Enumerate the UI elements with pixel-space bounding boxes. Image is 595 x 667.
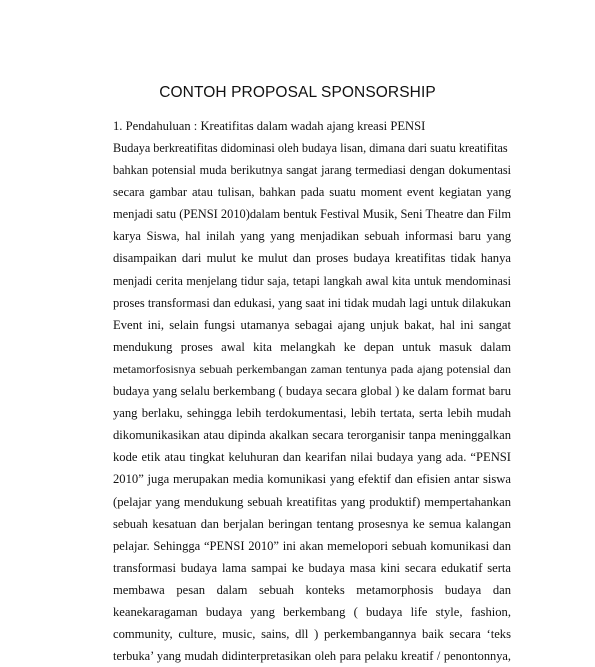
section-heading: 1. Pendahuluan : Kreatifitas dalam wadah ajang kreasi PENSI [113, 119, 426, 133]
body-line: pelajar. Sehingga “PENSI 2010” ini akan memelopori sebuah komunikasi dan [113, 538, 511, 553]
body-line: karya Siswa, hal inilah yang yang menjadikan sebuah informasi baru yang [113, 229, 511, 244]
body-line: 2010” juga merupakan media komunikasi yang efektif dan efisien antar siswa [113, 472, 511, 487]
body-line: sebuah kesatuan dan berjalan beringan tentang prosesnya ke semua kalangan [113, 516, 511, 531]
body-line: secara gambar atau tulisan, bahkan pada suatu moment event kegiatan yang [113, 185, 511, 200]
body-line: mendukung proses awal kita melangkah ke depan untuk masuk dalam [113, 339, 511, 354]
body-line: (pelajar yang mendukung sebuah kreatifitas yang produktif) mempertahankan [113, 494, 511, 509]
body-line: bahkan potensial muda berikutnya sangat jarang termediasi dengan dokumentasi [113, 163, 511, 178]
body-line: yang berlaku, sehingga lebih terdokumentasi, lebih tertata, serta lebih mudah [113, 406, 511, 421]
body-line: kode etik atau tingkat keluhuran dan kearifan nilai budaya yang ada. “PENSI [113, 450, 511, 465]
body-line: menjadi satu (PENSI 2010)dalam bentuk Festival Musik, Seni Theatre dan Film [113, 207, 511, 222]
body-line: proses transformasi dan edukasi, yang saat ini tidak mudah lagi untuk dilakukan [113, 295, 511, 310]
body-line: menjadi cerita menjelang tidur saja, tetapi langkah awal kita untuk mendominasi [113, 273, 511, 288]
body-line: terbuka’ yang mudah didinterpretasikan oleh para pelaku kreatif / penontonnya, [113, 649, 511, 664]
body-line: dikomunikasikan atau dipinda akalkan secara terorganisir tanpa meninggalkan [113, 428, 511, 443]
body-line: metamorfosisnya sebuah perkembangan zaman tentunya pada ajang potensial dan [113, 361, 511, 376]
document-title: CONTOH PROPOSAL SPONSORSHIP [159, 84, 436, 101]
body-line: community, culture, music, sains, dll ) perkembangannya baik secara ‘teks [113, 627, 511, 642]
body-line: Budaya berkreatifitas didominasi oleh budaya lisan, dimana dari suatu kreatifitas [113, 141, 508, 155]
body-line: disampaikan dari mulut ke mulut dan proses budaya kreatifitas tidak hanya [113, 251, 511, 266]
body-line: budaya yang selalu berkembang ( budaya secara global ) ke dalam format baru [113, 384, 511, 399]
body-line: membawa pesan dalam sebuah konteks metamorphosis budaya dan [113, 582, 511, 597]
body-line: keanekaragaman budaya yang berkembang ( budaya life style, fashion, [113, 604, 511, 619]
body-paragraph [113, 137, 511, 667]
body-line: transformasi budaya lama sampai ke budaya masa kini secara edukatif serta [113, 560, 511, 575]
body-line: Event ini, selain fungsi utamanya sebagai ajang unjuk bakat, hal ini sangat [113, 317, 511, 332]
